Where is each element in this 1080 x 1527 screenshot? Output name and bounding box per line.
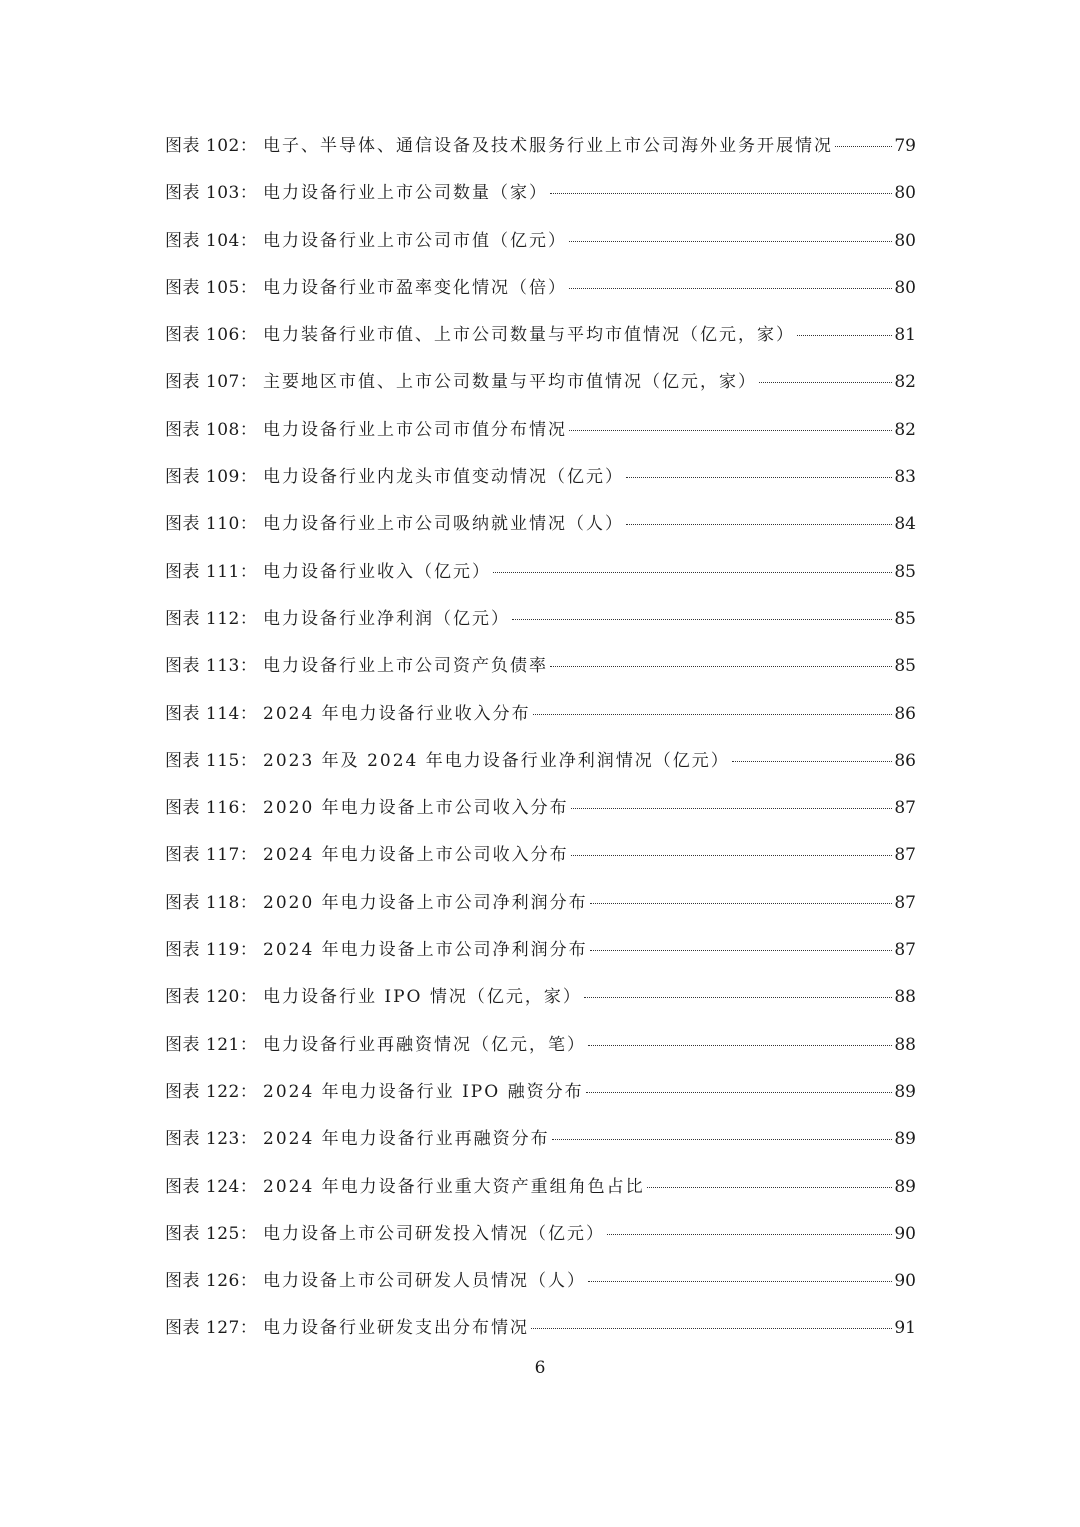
entry-title: 电力设备行业上市公司吸纳就业情况（人） (263, 514, 624, 535)
dot-leader (569, 430, 892, 431)
entry-label: 图表 102： (165, 136, 258, 156)
entry-label: 图表 103： (165, 183, 258, 204)
entry-label: 图表 116： (165, 798, 258, 819)
entry-label: 图表 119： (165, 940, 258, 961)
entry-page-number: 86 (894, 703, 916, 724)
entry-page-number: 85 (894, 656, 916, 677)
entry-page-number: 80 (894, 230, 916, 251)
dot-leader (493, 572, 892, 573)
toc-entry[interactable] (165, 412, 916, 459)
entry-label: 图表 123： (165, 1129, 258, 1150)
entry-title: 电子、半导体、通信设备及技术服务行业上市公司海外业务开展情况 (263, 136, 833, 156)
dot-leader (588, 1045, 892, 1046)
entry-label: 图表 108： (165, 419, 258, 440)
entry-page-number: 90 (894, 1223, 916, 1244)
dot-leader (569, 241, 892, 242)
toc-entry[interactable] (165, 317, 916, 364)
entry-title: 电力设备行业内龙头市值变动情况（亿元） (263, 467, 624, 488)
entry-title: 电力设备行业上市公司资产负债率 (263, 656, 548, 677)
entry-title: 2020 年电力设备上市公司净利润分布 (263, 892, 588, 913)
dot-leader (584, 997, 892, 998)
dot-leader (647, 1187, 893, 1188)
entry-title: 2020 年电力设备上市公司收入分布 (263, 798, 569, 819)
toc-entry[interactable] (165, 1074, 916, 1121)
toc-entry[interactable] (165, 1263, 916, 1310)
dot-leader (835, 146, 892, 147)
entry-page-number: 89 (894, 1129, 916, 1150)
entry-label: 图表 126： (165, 1271, 258, 1292)
entry-label: 图表 104： (165, 230, 258, 251)
dot-leader (550, 666, 892, 667)
entry-page-number: 82 (894, 419, 916, 440)
dot-leader (590, 950, 893, 951)
entry-page-number: 84 (894, 514, 916, 535)
toc-entry[interactable] (165, 554, 916, 601)
entry-page-number: 87 (894, 798, 916, 819)
entry-title: 2024 年电力设备行业重大资产重组角色占比 (263, 1176, 645, 1197)
entry-label: 图表 106： (165, 325, 258, 346)
toc-entry[interactable] (165, 459, 916, 506)
entry-title: 2024 年电力设备上市公司净利润分布 (263, 940, 588, 961)
entry-page-number: 80 (894, 277, 916, 298)
entry-label: 图表 112： (165, 608, 258, 629)
toc-entry[interactable] (165, 885, 916, 932)
dot-leader (626, 524, 892, 525)
toc-entry[interactable] (165, 696, 916, 743)
dot-leader (590, 903, 893, 904)
toc-entry[interactable] (165, 175, 916, 222)
entry-title: 电力设备行业收入（亿元） (263, 561, 491, 582)
entry-label: 图表 122： (165, 1081, 258, 1102)
entry-title: 电力设备行业上市公司数量（家） (263, 183, 548, 204)
dot-leader (586, 1092, 893, 1093)
dot-leader (626, 477, 892, 478)
entry-title: 2024 年电力设备上市公司收入分布 (263, 845, 569, 866)
entry-page-number: 86 (894, 750, 916, 771)
entry-page-number: 90 (894, 1271, 916, 1292)
entry-title: 2024 年电力设备行业再融资分布 (263, 1129, 550, 1150)
entry-label: 图表 120： (165, 987, 258, 1008)
entry-title: 2023 年及 2024 年电力设备行业净利润情况（亿元） (263, 750, 730, 771)
entry-label: 图表 125： (165, 1223, 258, 1244)
entry-label: 图表 124： (165, 1176, 258, 1197)
page-number: 6 (534, 1358, 546, 1378)
table-of-figures (165, 128, 916, 1358)
dot-leader (588, 1281, 892, 1282)
entry-title: 电力设备行业上市公司市值（亿元） (263, 230, 567, 251)
entry-label: 图表 117： (165, 845, 258, 866)
entry-page-number: 83 (894, 467, 916, 488)
toc-entry[interactable] (165, 506, 916, 553)
entry-label: 图表 107： (165, 372, 258, 393)
dot-leader (759, 382, 892, 383)
entry-label: 图表 109： (165, 467, 258, 488)
entry-page-number: 91 (894, 1318, 916, 1339)
entry-page-number: 89 (894, 1176, 916, 1197)
dot-leader (732, 761, 893, 762)
dot-leader (533, 714, 893, 715)
toc-entry[interactable] (165, 1310, 916, 1357)
entry-label: 图表 110： (165, 514, 258, 535)
entry-page-number: 80 (894, 183, 916, 204)
entry-label: 图表 127： (165, 1318, 258, 1339)
toc-entry[interactable] (165, 128, 916, 175)
entry-page-number: 87 (894, 940, 916, 961)
entry-page-number: 85 (894, 608, 916, 629)
entry-label: 图表 113： (165, 656, 258, 677)
entry-title: 2024 年电力设备行业收入分布 (263, 703, 531, 724)
dot-leader (797, 335, 892, 336)
toc-entry[interactable] (165, 743, 916, 790)
entry-title: 主要地区市值、上市公司数量与平均市值情况（亿元，家） (263, 372, 757, 393)
entry-title: 电力设备上市公司研发投入情况（亿元） (263, 1223, 605, 1244)
toc-entry[interactable] (165, 1121, 916, 1168)
toc-entry[interactable] (165, 979, 916, 1026)
dot-leader (552, 1139, 893, 1140)
entry-label: 图表 115： (165, 750, 258, 771)
toc-entry[interactable] (165, 223, 916, 270)
toc-entry[interactable] (165, 1216, 916, 1263)
dot-leader (607, 1234, 892, 1235)
entry-title: 电力设备行业 IPO 情况（亿元，家） (263, 987, 582, 1008)
entry-page-number: 79 (894, 136, 916, 156)
entry-label: 图表 105： (165, 277, 258, 298)
toc-entry[interactable] (165, 837, 916, 884)
entry-title: 电力设备行业市盈率变化情况（倍） (263, 277, 567, 298)
toc-entry[interactable] (165, 790, 916, 837)
toc-entry[interactable] (165, 1169, 916, 1216)
entry-title: 电力设备上市公司研发人员情况（人） (263, 1271, 586, 1292)
toc-entry[interactable] (165, 364, 916, 411)
entry-label: 图表 121： (165, 1034, 258, 1055)
entry-title: 电力设备行业上市公司市值分布情况 (263, 419, 567, 440)
dot-leader (569, 288, 892, 289)
dot-leader (512, 619, 892, 620)
entry-page-number: 82 (894, 372, 916, 393)
toc-entry[interactable] (165, 601, 916, 648)
dot-leader (571, 808, 893, 809)
entry-page-number: 81 (894, 325, 916, 346)
entry-title: 电力设备行业净利润（亿元） (263, 608, 510, 629)
toc-entry[interactable] (165, 270, 916, 317)
entry-page-number: 88 (894, 1034, 916, 1055)
dot-leader (550, 193, 892, 194)
dot-leader (531, 1328, 892, 1329)
toc-entry[interactable] (165, 932, 916, 979)
toc-entry[interactable] (165, 648, 916, 695)
entry-page-number: 85 (894, 561, 916, 582)
entry-page-number: 89 (894, 1081, 916, 1102)
entry-title: 电力设备行业再融资情况（亿元，笔） (263, 1034, 586, 1055)
entry-label: 图表 114： (165, 703, 258, 724)
entry-title: 2024 年电力设备行业 IPO 融资分布 (263, 1081, 584, 1102)
entry-page-number: 87 (894, 845, 916, 866)
dot-leader (571, 855, 893, 856)
entry-label: 图表 111： (165, 561, 258, 582)
toc-entry[interactable] (165, 1027, 916, 1074)
entry-page-number: 87 (894, 892, 916, 913)
entry-title: 电力装备行业市值、上市公司数量与平均市值情况（亿元，家） (263, 325, 795, 346)
entry-label: 图表 118： (165, 892, 258, 913)
entry-title: 电力设备行业研发支出分布情况 (263, 1318, 529, 1339)
entry-page-number: 88 (894, 987, 916, 1008)
